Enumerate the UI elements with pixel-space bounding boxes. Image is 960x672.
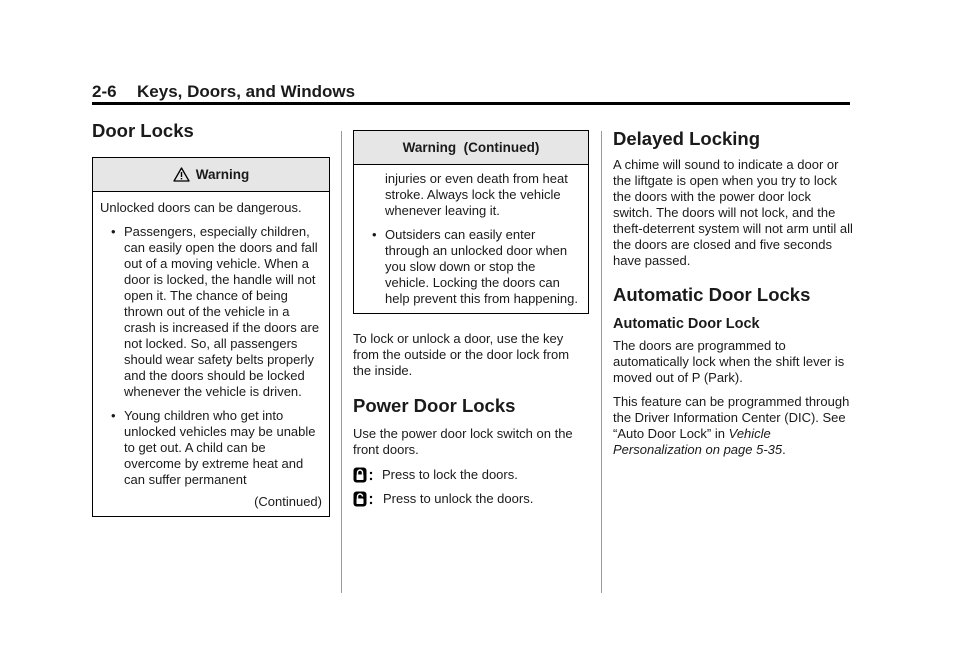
- warning-continued-box: [353, 130, 589, 314]
- programming-text-end: .: [782, 442, 786, 457]
- continued-label: (Continued): [254, 494, 322, 509]
- page-number: 2-6: [92, 82, 117, 101]
- warning-bullet: • Young children who get into unlocked vehicles may be unable to get out. A child can be overcome by extreme heat and can suffer permanent: [111, 408, 316, 487]
- automatic-door-locks-heading: Automatic Door Locks: [613, 284, 811, 305]
- warning-bullet-text: Passengers, especially children, can easily open the doors and fall out of a moving vehicle. When a door is locked, the handle will not open it. The chance of being thrown out of the vehicle in a crash is increased if the doors are not locked. So, all passengers should wear safety belts properly and the doors should be locked whenever the vehicle is driven.: [124, 224, 320, 399]
- warning-bullet-text: Young children who get into unlocked vehicles may be unable to get out. A child can be overcome by extreme heat and can suffer permanent: [124, 408, 316, 487]
- warning-continued-text: injuries or even death from heat stroke. Always lock the vehicle whenever leaving it.: [385, 171, 568, 218]
- column-divider: [341, 131, 342, 593]
- delayed-locking-heading: Delayed Locking: [613, 128, 761, 149]
- warning-box: [92, 157, 330, 517]
- warning-body: [93, 192, 329, 516]
- page-header: [92, 82, 850, 104]
- warning-title: Warning: [195, 167, 250, 182]
- warning-continued-header: Warning (Continued): [354, 131, 588, 165]
- column-2: [353, 130, 589, 507]
- warning-bullet-text: Outsiders can easily enter through an unlocked door when you slow down or stop the vehicle. Locking the doors can help prevent this from happening.: [385, 227, 578, 306]
- delayed-locking-text: A chime will sound to indicate a door or the liftgate is open when you try to lock the doors with the power door lock switch. The doors will not lock, and the theft-deterrent system will not arm until all the doors are closed and five seconds have passed.: [613, 157, 853, 268]
- door-locks-heading: Door Locks: [92, 120, 194, 141]
- personalization-link[interactable]: Vehicle Personalization on page 5-35: [613, 426, 783, 457]
- warning-bullet: • Outsiders can easily enter through an unlocked door when you slow down or stop the vehicle. Locking the doors can help prevent this from happening.: [372, 227, 578, 306]
- warning-header: [93, 158, 329, 192]
- programming-text-main: This feature can be programmed through the Driver Information Center (DIC). See “Auto Door Lock” in: [613, 394, 850, 441]
- column-divider: [601, 131, 602, 593]
- power-door-locks-text: Use the power door lock switch on the front doors.: [353, 426, 573, 457]
- lock-icon: [353, 467, 375, 483]
- unlock-icon: [353, 491, 375, 507]
- header-rule: [92, 102, 850, 105]
- lock-label: Press to lock the doors.: [382, 467, 518, 482]
- unlock-label: Press to unlock the doors.: [383, 491, 534, 506]
- warning-triangle-icon: [173, 161, 190, 194]
- section-title: Keys, Doors, and Windows: [137, 82, 356, 101]
- unlock-row: [353, 491, 589, 507]
- warning-continued-body: [354, 165, 588, 313]
- column-1: [92, 120, 330, 517]
- lock-paragraph: To lock or unlock a door, use the key from the outside or the door lock from the inside.: [353, 331, 570, 378]
- programming-text: [613, 394, 853, 458]
- automatic-door-lock-subheading: Automatic Door Lock: [613, 316, 760, 332]
- warning-bullet: • Passengers, especially children, can easily open the doors and fall out of a moving vehicle. When a door is locked, the handle will not open it. The chance of being thrown out of the vehicle in a crash is increased if the doors are not locked. So, all passengers should wear safety belts properly and the doors should be locked whenever the vehicle is driven.: [111, 224, 320, 399]
- power-door-locks-heading: Power Door Locks: [353, 395, 516, 416]
- automatic-door-lock-text: The doors are programmed to automatically lock when the shift lever is moved out of P (Park).: [613, 338, 845, 385]
- lock-row: [353, 467, 589, 483]
- warning-intro: Unlocked doors can be dangerous.: [100, 200, 302, 215]
- column-3: [613, 128, 853, 458]
